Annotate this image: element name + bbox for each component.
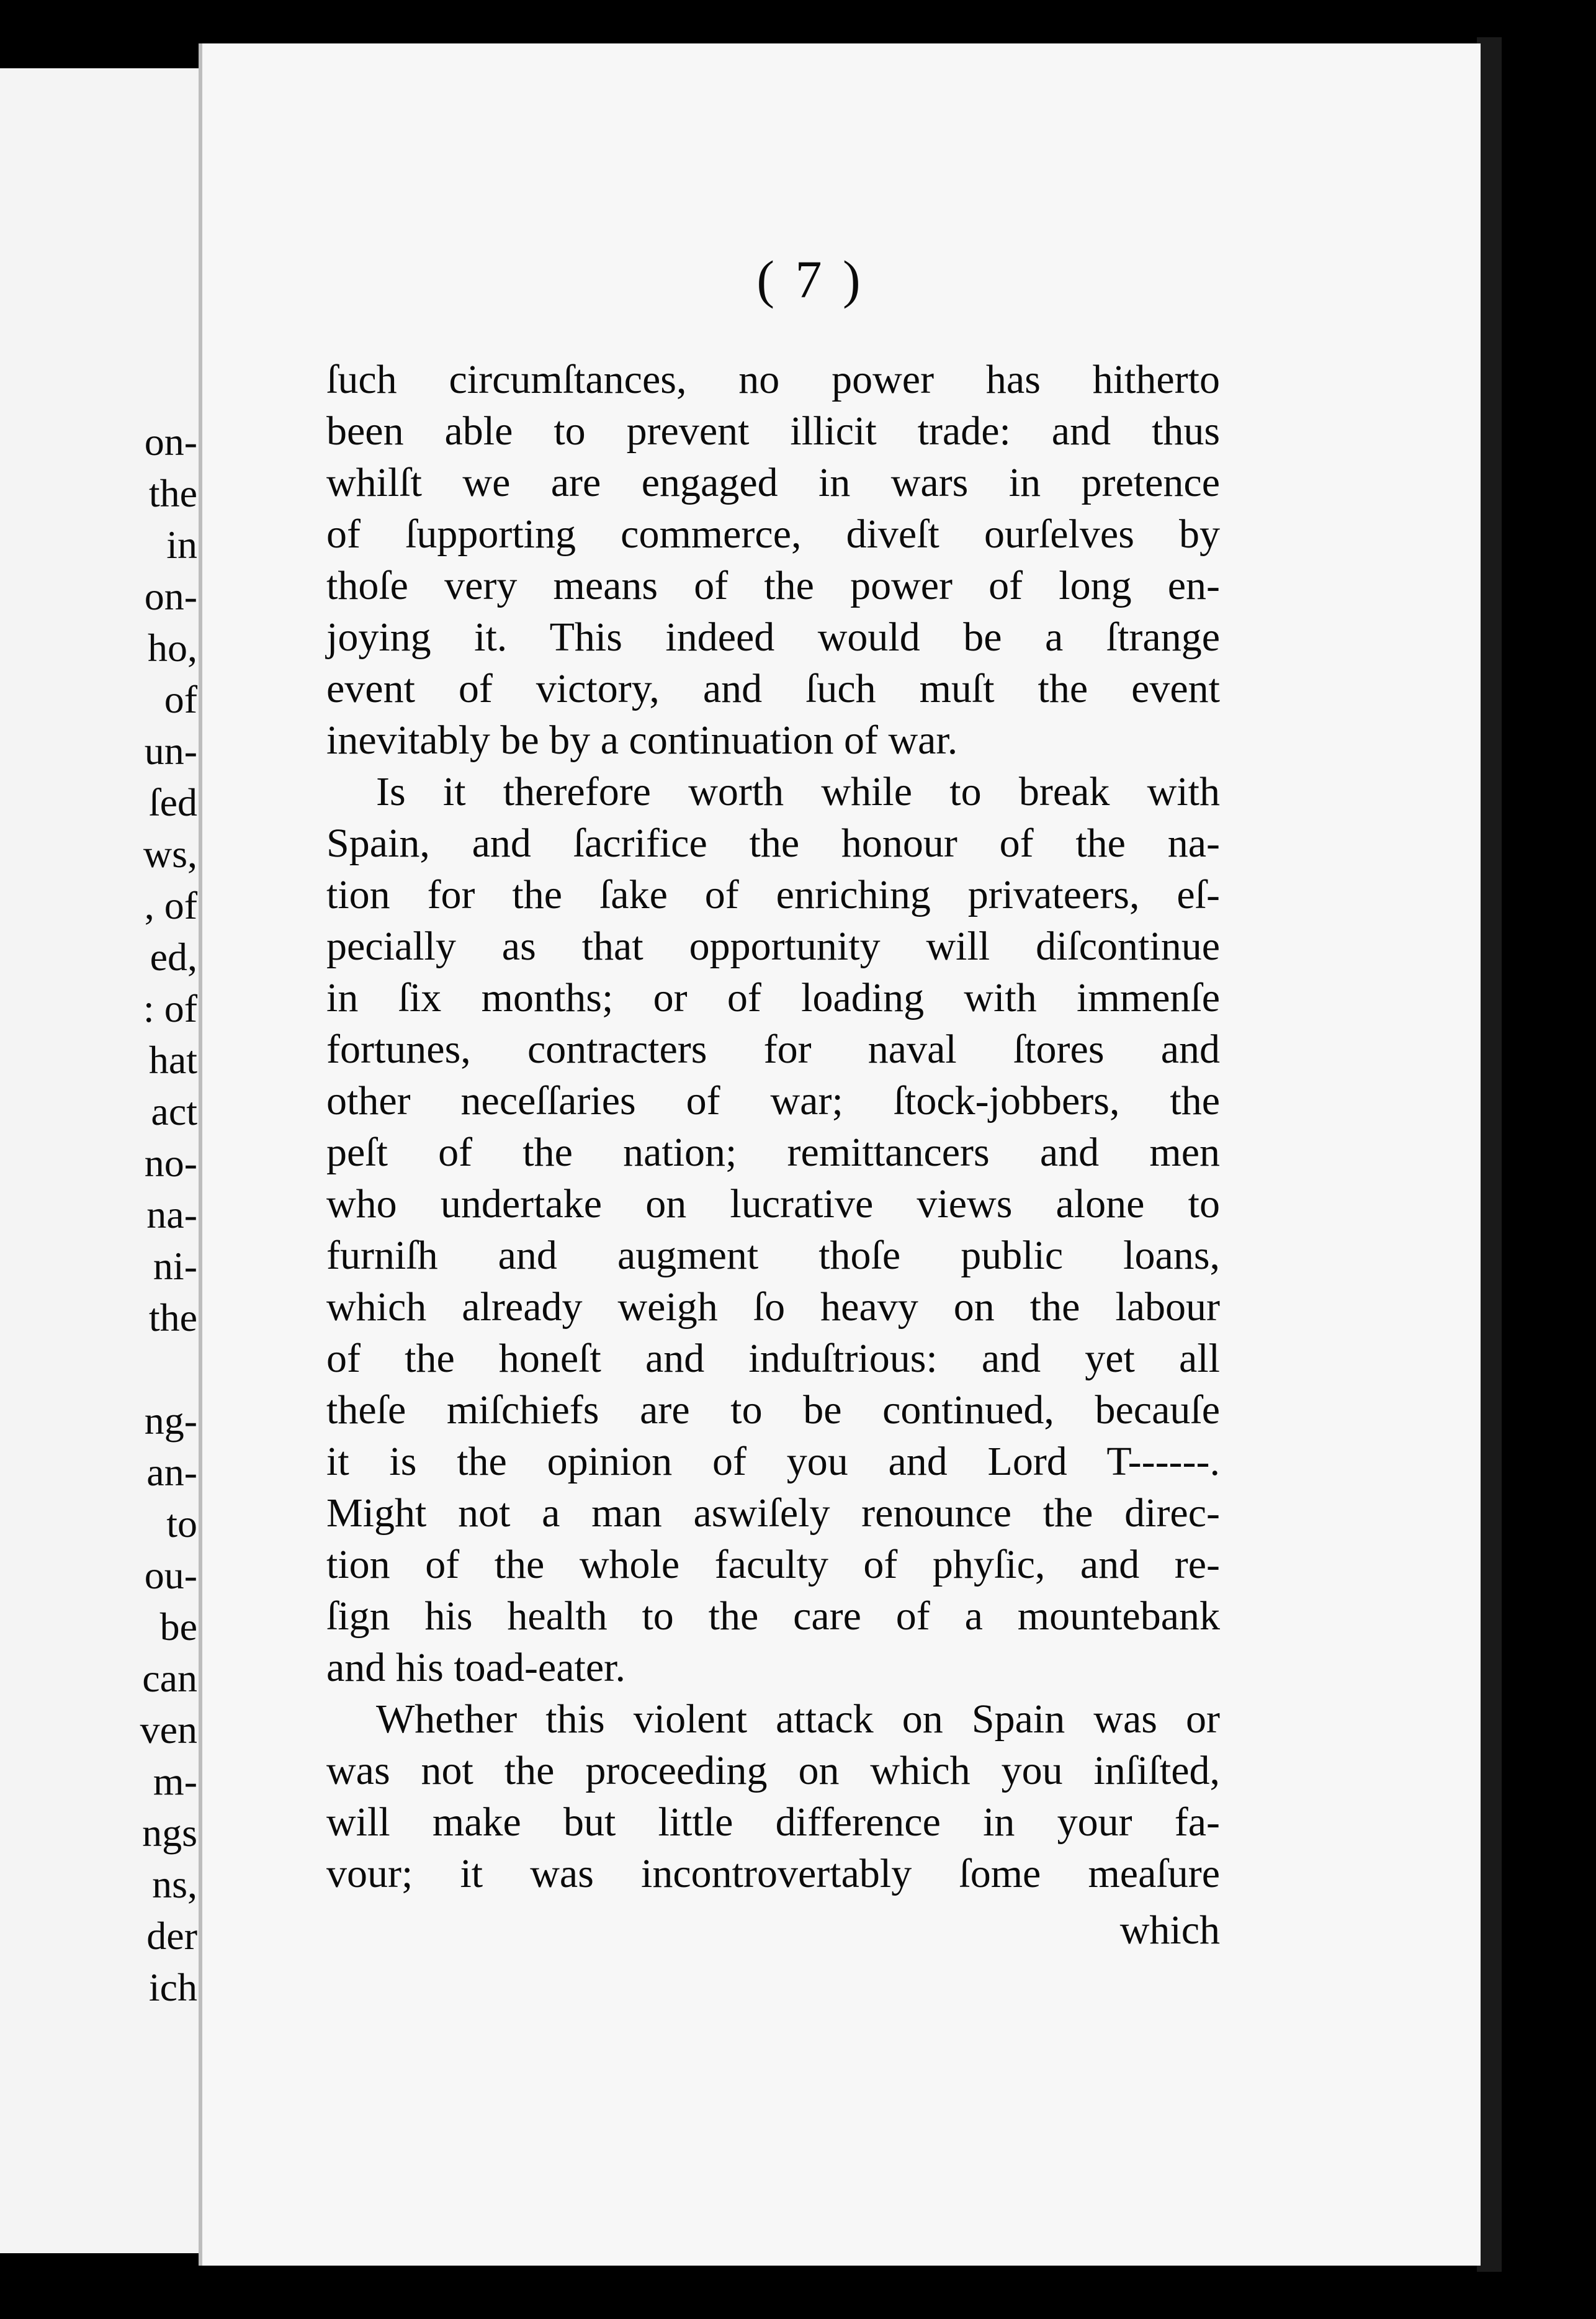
fragment-line: ven bbox=[140, 1708, 197, 1752]
fragment-line: ed, bbox=[150, 935, 197, 979]
previous-page-fragments bbox=[0, 416, 205, 2013]
text-line: joying it. This indeed would be a ſtrange bbox=[326, 615, 1220, 660]
text-line: tion of the whole faculty of phyſic, and re- bbox=[326, 1542, 1220, 1587]
text-line: been able to prevent illicit trade: and thus bbox=[326, 408, 1220, 454]
fragment-line: un- bbox=[144, 729, 197, 773]
catchword: which bbox=[1119, 1907, 1220, 1953]
text-line: Spain, and ſacrifice the honour of the na- bbox=[326, 821, 1220, 866]
text-line: peſt of the nation; remittancers and men bbox=[326, 1130, 1220, 1175]
fragment-line: ng- bbox=[144, 1398, 197, 1443]
previous-page bbox=[0, 68, 205, 2253]
text-line: of ſupporting commerce, diveſt ourſelves by bbox=[326, 511, 1220, 557]
text-line: Whether this violent attack on Spain was or bbox=[376, 1696, 1220, 1742]
text-line: other neceſſaries of war; ſtock-jobbers, the bbox=[326, 1078, 1220, 1123]
fragment-line: der bbox=[146, 1914, 197, 1958]
text-line: Is it therefore worth while to break with bbox=[376, 769, 1220, 814]
fragment-line: ngs bbox=[142, 1811, 197, 1855]
fragment-line: ou- bbox=[144, 1553, 197, 1597]
fragment-line: ni- bbox=[153, 1244, 197, 1288]
current-page bbox=[199, 43, 1481, 2266]
fragment-line: ſed bbox=[148, 780, 197, 824]
fragment-line: no- bbox=[144, 1141, 197, 1185]
fragment-line bbox=[0, 1343, 205, 1395]
text-line: whilſt we are engaged in wars in pretence bbox=[326, 460, 1220, 505]
fragment-line: , of bbox=[144, 883, 197, 927]
text-line: ſign his health to the care of a mountebank bbox=[326, 1593, 1220, 1639]
body-text bbox=[326, 354, 1220, 1956]
fragment-line: can bbox=[142, 1656, 197, 1700]
text-line: which already weigh ſo heavy on the labour bbox=[326, 1284, 1220, 1330]
text-line: will make but little difference in your fa- bbox=[326, 1799, 1220, 1845]
fragment-line: to bbox=[166, 1502, 197, 1546]
text-line: theſe miſchiefs are to be continued, becauſe bbox=[326, 1387, 1220, 1433]
page-edge-right bbox=[1477, 37, 1502, 2272]
fragment-line: of bbox=[164, 677, 197, 721]
text-line: thoſe very means of the power of long en- bbox=[326, 563, 1220, 608]
text-line: ſuch circumſtances, no power has hitherto bbox=[326, 357, 1220, 402]
text-line: event of victory, and ſuch muſt the event bbox=[326, 666, 1220, 711]
fragment-line: the bbox=[148, 471, 197, 515]
fragment-line: the bbox=[148, 1295, 197, 1340]
fragment-line: ns, bbox=[152, 1862, 197, 1906]
fragment-line: on- bbox=[144, 574, 197, 618]
fragment-line: m- bbox=[153, 1759, 197, 1803]
text-line: furniſh and augment thoſe public loans, bbox=[326, 1233, 1220, 1278]
text-line: fortunes, contracters for naval ſtores and bbox=[326, 1027, 1220, 1072]
background-shadow-right bbox=[1502, 37, 1596, 2272]
fragment-line: na- bbox=[146, 1192, 197, 1236]
page-number: ( 7 ) bbox=[756, 250, 864, 309]
fragment-line: be bbox=[159, 1605, 197, 1649]
fragment-line: an- bbox=[146, 1450, 197, 1494]
fragment-line: : of bbox=[143, 986, 197, 1030]
text-line: of the honeſt and induſtrious: and yet all bbox=[326, 1336, 1220, 1381]
text-line: tion for the ſake of enriching privateers, eſ- bbox=[326, 872, 1220, 917]
text-line: vour; it was incontrovertably ſome meaſure bbox=[326, 1851, 1220, 1896]
fragment-line: on- bbox=[144, 420, 197, 464]
fragment-line: ho, bbox=[148, 626, 197, 670]
fragment-line: act bbox=[151, 1089, 197, 1133]
fragment-line: ws, bbox=[143, 832, 197, 876]
fragment-line: in bbox=[166, 523, 197, 567]
fragment-line: hat bbox=[148, 1038, 197, 1082]
text-line: inevitably be by a continuation of war. bbox=[326, 718, 958, 763]
text-line: and his toad-eater. bbox=[326, 1645, 625, 1690]
fragment-line: ich bbox=[148, 1965, 197, 2009]
text-line: who undertake on lucrative views alone to bbox=[326, 1181, 1220, 1227]
text-line: pecially as that opportunity will diſcontinue bbox=[326, 924, 1220, 969]
text-line: in ſix months; or of loading with immenſe bbox=[326, 975, 1220, 1020]
text-line: it is the opinion of you and Lord T------. bbox=[326, 1439, 1220, 1484]
text-line: was not the proceeding on which you inſiſted, bbox=[326, 1748, 1220, 1793]
text-line: Might not a man aswiſely renounce the direc- bbox=[326, 1490, 1220, 1536]
